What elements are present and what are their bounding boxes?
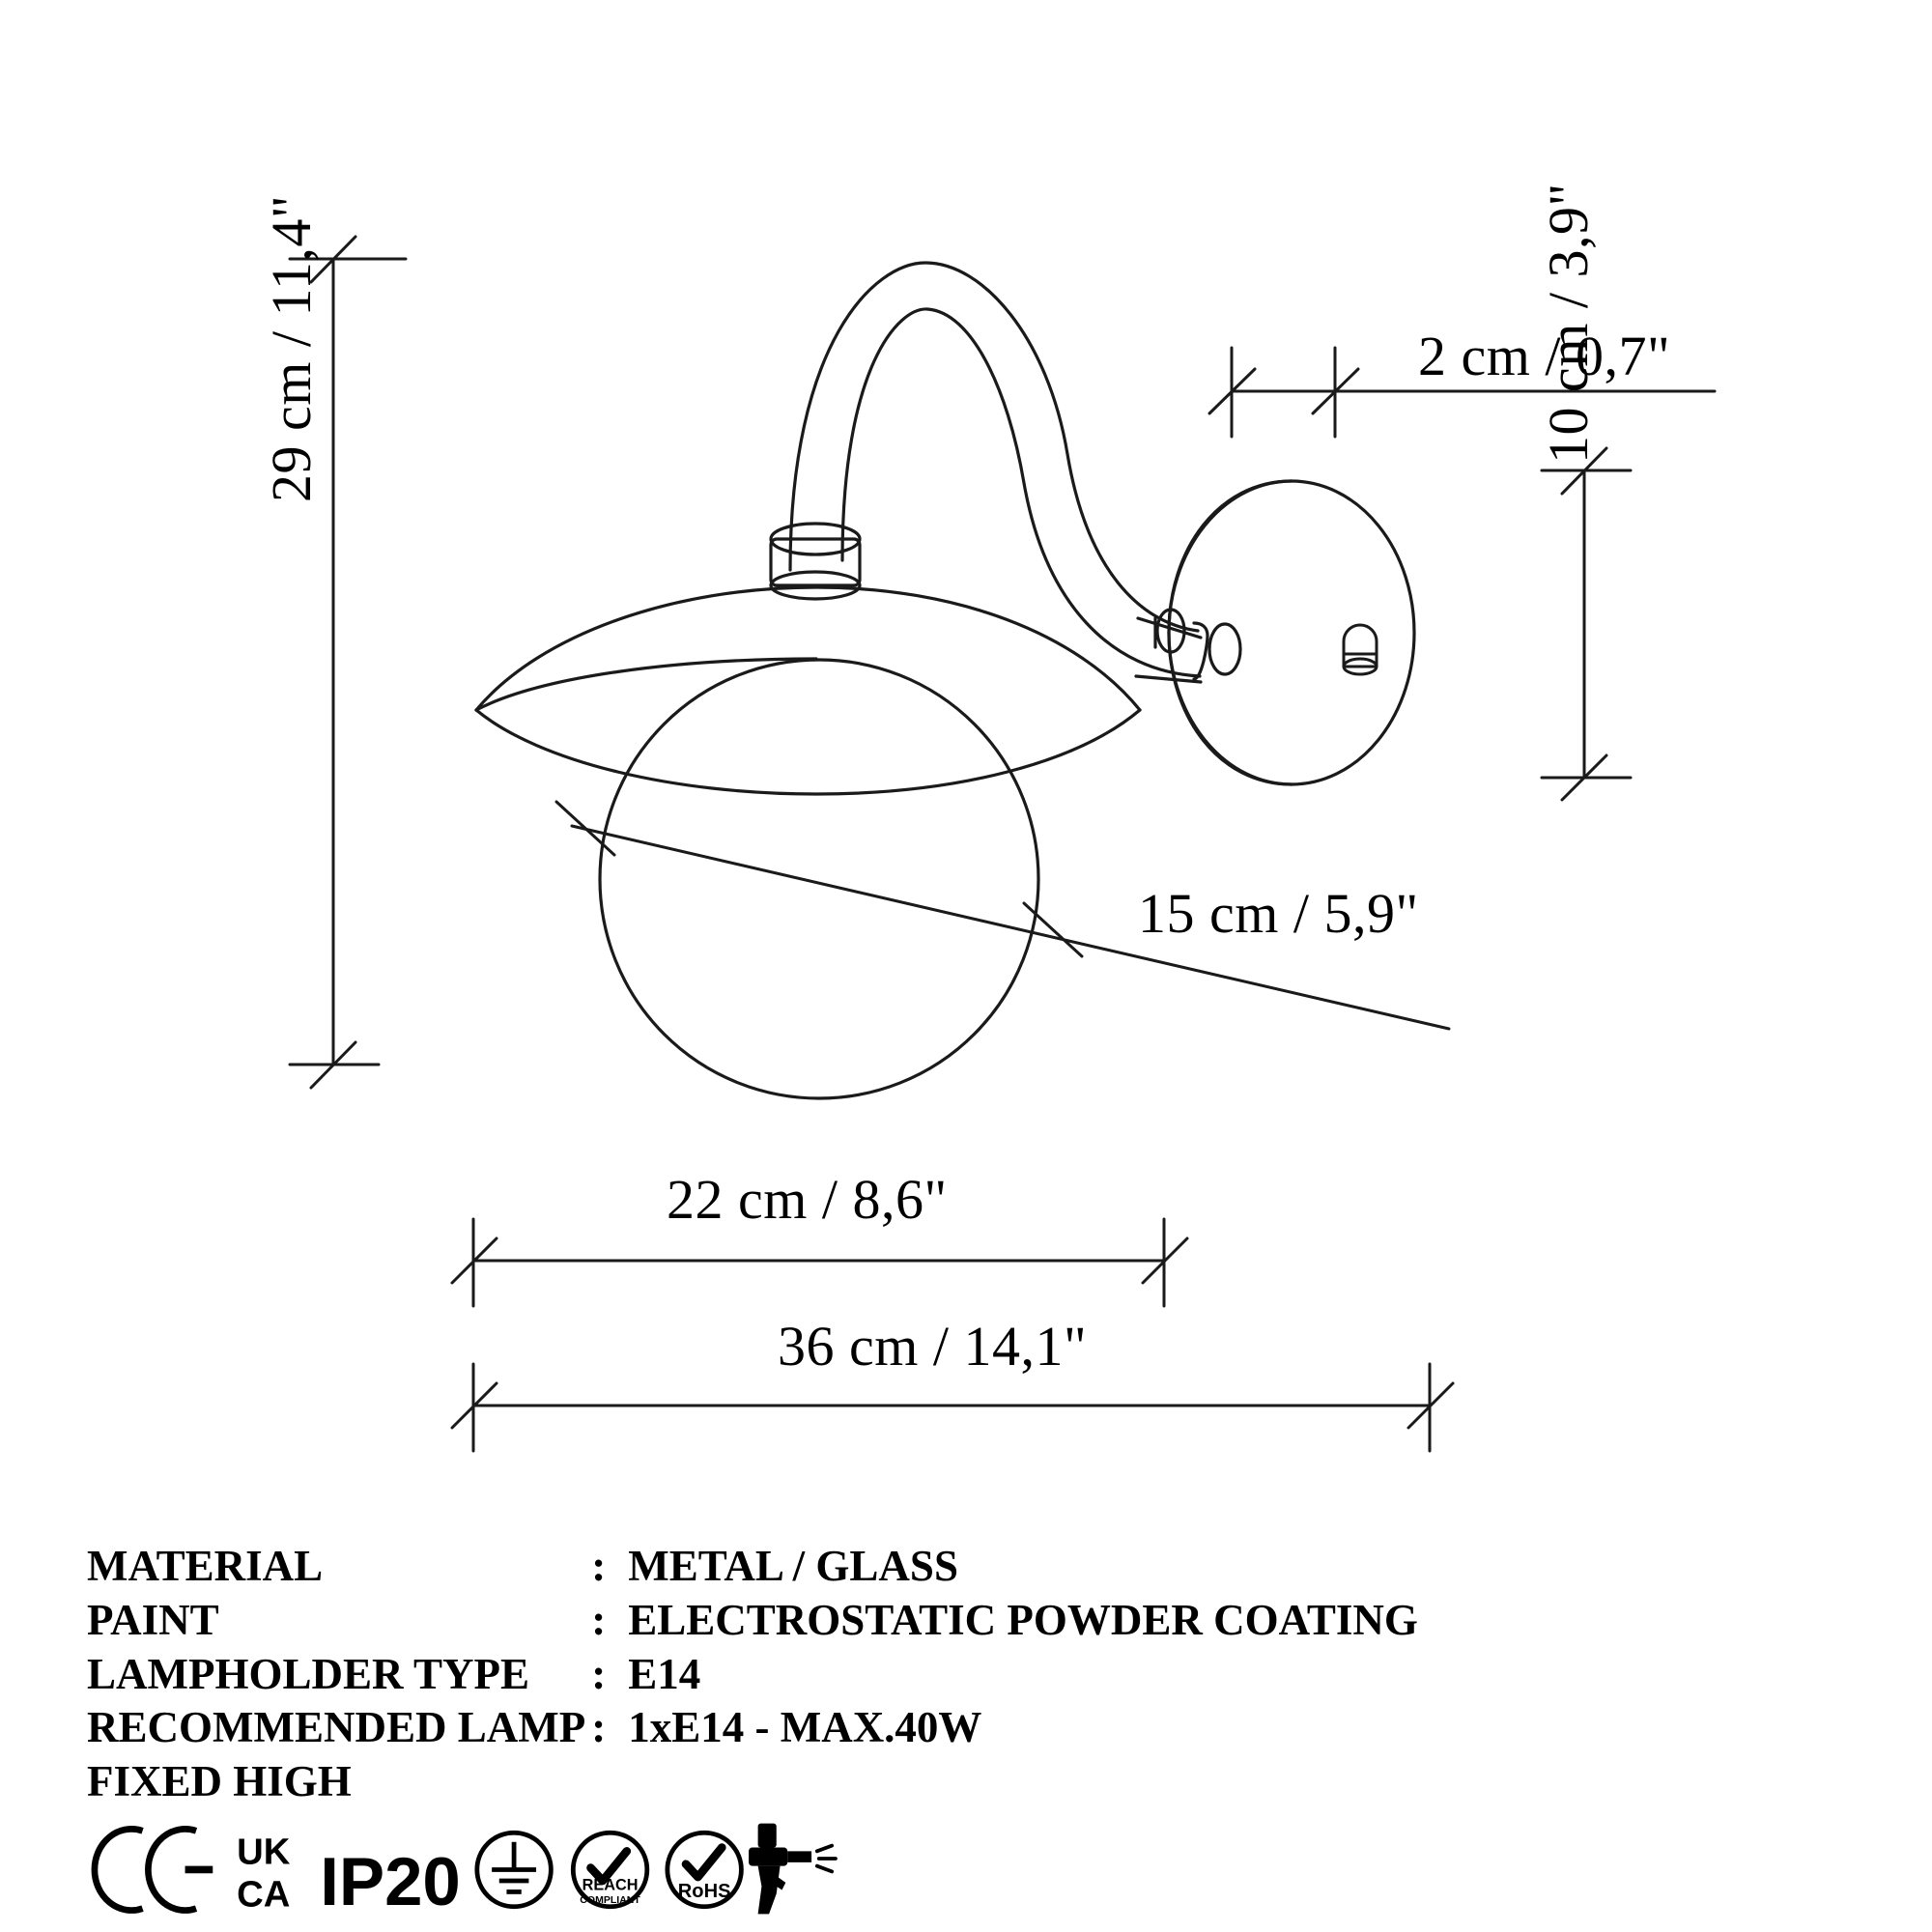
spec-value-recommended-lamp: 1xE14 - MAX.40W (628, 1703, 982, 1752)
ip-rating-label (320, 1843, 461, 1919)
spec-note: FIXED HIGH (87, 1757, 352, 1806)
spec-key-material: MATERIAL (87, 1542, 324, 1590)
svg-text:IP20: IP20 (320, 1842, 461, 1919)
spec-row-material (87, 1540, 1418, 1594)
reach-label-top: REACH (582, 1876, 639, 1894)
spec-key-paint: PAINT (87, 1595, 219, 1644)
shade-arm-link (1136, 610, 1240, 682)
backplate-fixings (1344, 625, 1377, 674)
dimension-label-projection-width: 36 cm / 14,1" (778, 1315, 1088, 1378)
wall-backplate (1169, 481, 1414, 784)
protective-earth-icon (477, 1833, 552, 1907)
dimension-label-backplate-depth: 2 cm / 0,7" (1418, 325, 1671, 387)
rohs-icon (668, 1833, 742, 1907)
spec-separator: : (591, 1542, 607, 1590)
reach-compliant-icon (573, 1833, 647, 1907)
specification-table (87, 1540, 1418, 1809)
spec-separator: : (591, 1595, 607, 1644)
spec-value-material: METAL / GLASS (628, 1542, 958, 1590)
dimension-label-backplate-height: 10 cm / 3,9" (1537, 183, 1600, 464)
spec-row-note (87, 1755, 1418, 1809)
spec-row-recommended-lamp (87, 1701, 1418, 1755)
spec-key-recommended-lamp: RECOMMENDED LAMP (87, 1703, 586, 1752)
dimension-label-globe-diameter: 15 cm / 5,9" (1138, 882, 1419, 945)
ukca-label-bottom: CA (237, 1873, 291, 1916)
ce-mark-icon (95, 1829, 213, 1910)
spec-row-lampholder-type (87, 1648, 1418, 1702)
dimension-label-height-total: 29 cm / 11,4" (260, 195, 323, 502)
glass-globe (600, 660, 1038, 1098)
ukca-mark-icon (237, 1832, 291, 1916)
dimension-backplate-height (1542, 448, 1631, 800)
certification-badges (81, 1816, 951, 1922)
rohs-label: RoHS (677, 1881, 731, 1903)
spec-value-paint: ELECTROSTATIC POWDER COATING (628, 1595, 1418, 1644)
spec-value-lampholder-type: E14 (628, 1649, 701, 1698)
dimension-label-shade-width: 22 cm / 8,6" (667, 1168, 948, 1231)
spec-key-lampholder-type: LAMPHOLDER TYPE (87, 1649, 529, 1698)
spray-gun-icon (749, 1824, 836, 1915)
spec-separator: : (591, 1703, 607, 1752)
lamp-shade (476, 587, 1140, 794)
reach-label-bottom: COMPLIANT (580, 1893, 640, 1906)
spec-row-paint (87, 1594, 1418, 1648)
dimension-shade-width (452, 1219, 1187, 1306)
ukca-label-top: UK (237, 1831, 291, 1873)
spec-separator: : (591, 1649, 607, 1698)
